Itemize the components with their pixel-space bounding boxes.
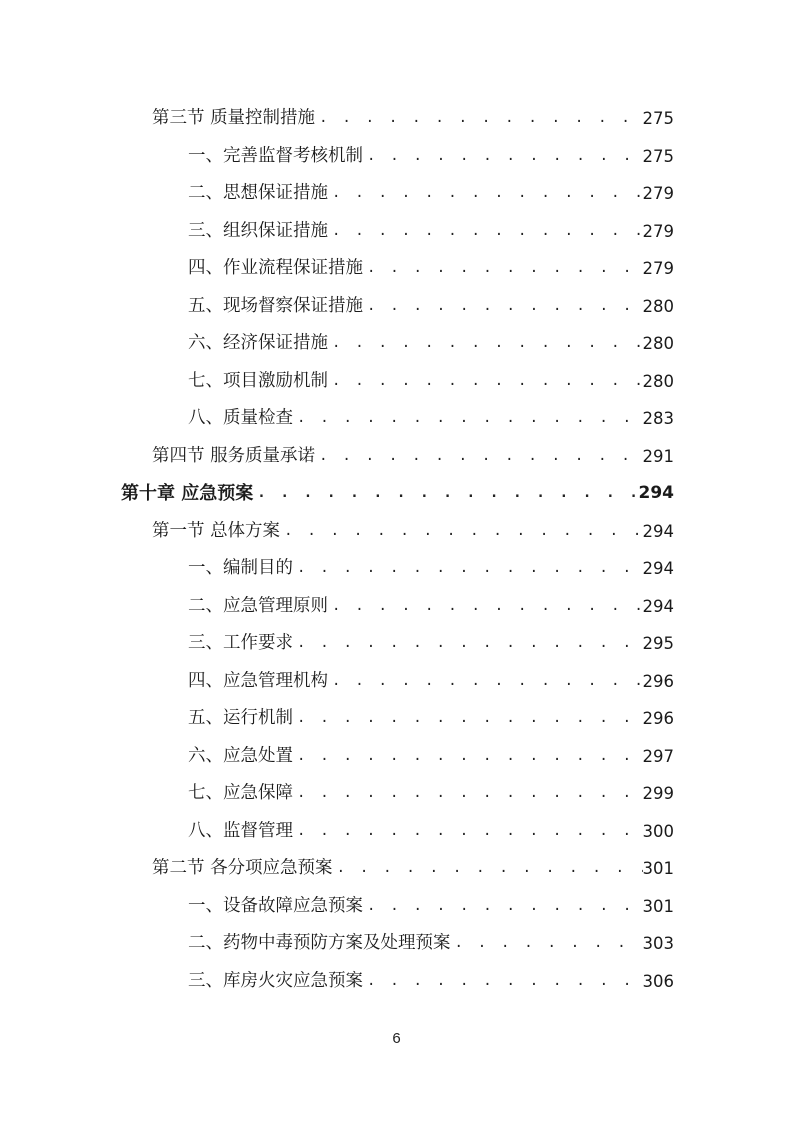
toc-entry[interactable]: [188, 663, 674, 700]
toc-dot-leader: [315, 100, 642, 137]
toc-dot-leader: [293, 775, 643, 812]
toc-entry-label: 一、完善监督考核机制: [188, 145, 363, 166]
toc-entry[interactable]: [188, 963, 674, 1000]
toc-entry[interactable]: [152, 100, 674, 137]
toc-entry-page: 294: [642, 596, 674, 616]
toc-entry-label: 一、编制目的: [188, 558, 293, 578]
toc-entry-label: 六、经济保证措施: [188, 333, 328, 353]
toc-entry-label: 二、应急管理原则: [188, 595, 328, 616]
toc-entry-label: 第三节 质量控制措施: [152, 108, 316, 128]
toc-dot-leader: [253, 475, 638, 512]
toc-entry-page: 279: [642, 259, 674, 278]
toc-entry-page: 280: [642, 296, 674, 316]
toc-entry-label: 三、工作要求: [188, 633, 293, 653]
toc-entry[interactable]: [152, 850, 674, 887]
toc-entry-label: 六、应急处置: [188, 745, 293, 766]
toc-entry-label: 七、应急保障: [188, 783, 293, 803]
toc-entry-label: 二、药物中毒预防方案及处理预案: [188, 933, 451, 953]
toc-entry-page: 294: [642, 559, 674, 578]
toc-dot-leader: [328, 175, 643, 212]
toc-entry-label: 第十章 应急预案: [121, 483, 254, 504]
toc-dot-leader: [363, 288, 643, 325]
toc-entry-label: 五、现场督察保证措施: [188, 295, 363, 316]
toc-entry[interactable]: [188, 625, 674, 662]
toc-entry-page: 301: [642, 859, 674, 878]
toc-entry[interactable]: [188, 213, 674, 250]
toc-entry-label: 三、库房火灾应急预案: [188, 970, 363, 991]
toc-entry-page: 295: [642, 634, 674, 653]
toc-dot-leader: [451, 925, 643, 962]
toc-entry[interactable]: [188, 925, 674, 962]
toc-entry[interactable]: [188, 550, 674, 587]
toc-entry-page: 294: [642, 521, 674, 541]
toc-dot-leader: [363, 963, 643, 1000]
toc-entry[interactable]: [121, 475, 674, 512]
toc-entry-page: 279: [642, 184, 674, 203]
toc-entry[interactable]: [188, 400, 674, 437]
toc-entry[interactable]: [188, 813, 674, 850]
toc-entry[interactable]: [188, 250, 674, 287]
toc-entry[interactable]: [188, 175, 674, 212]
toc-entry-page: 280: [642, 371, 674, 391]
toc-entry[interactable]: [188, 325, 674, 362]
toc-entry-label: 四、作业流程保证措施: [188, 258, 363, 278]
toc-entry-page: 303: [642, 934, 674, 953]
toc-dot-leader: [315, 438, 642, 475]
toc-entry-page: 275: [642, 109, 674, 128]
toc-entry[interactable]: [188, 775, 674, 812]
toc-dot-leader: [363, 888, 643, 925]
toc-dot-leader: [333, 850, 643, 887]
toc-dot-leader: [280, 513, 642, 550]
toc-entry-label: 七、项目激励机制: [188, 370, 328, 391]
toc-dot-leader: [328, 663, 643, 700]
toc-entry-page: 306: [642, 971, 674, 991]
toc-entry-page: 301: [642, 896, 674, 916]
toc-entry[interactable]: [188, 700, 674, 737]
toc-entry[interactable]: [188, 588, 674, 625]
toc-entry-label: 三、组织保证措施: [188, 220, 328, 241]
toc-dot-leader: [293, 550, 643, 587]
toc-entry[interactable]: [188, 363, 674, 400]
toc-entry-page: 283: [642, 409, 674, 428]
toc-dot-leader: [293, 625, 643, 662]
toc-entry-label: 第四节 服务质量承诺: [152, 445, 316, 466]
toc-entry-label: 四、应急管理机构: [188, 670, 328, 691]
page-number: 6: [392, 1030, 401, 1047]
toc-entry-label: 一、设备故障应急预案: [188, 895, 363, 916]
toc-entry-label: 二、思想保证措施: [188, 183, 328, 203]
toc-entry[interactable]: [188, 738, 674, 775]
toc-dot-leader: [293, 738, 643, 775]
toc-dot-leader: [363, 250, 643, 287]
toc-entry-page: 296: [642, 709, 674, 728]
toc-entry-label: 第一节 总体方案: [152, 520, 281, 541]
toc-entry-page: 297: [642, 746, 674, 766]
toc-dot-leader: [293, 400, 643, 437]
toc-dot-leader: [363, 138, 643, 175]
toc-entry-page: 294: [638, 483, 674, 503]
toc-entry-page: 300: [642, 821, 674, 841]
toc-entry-page: 275: [642, 146, 674, 166]
toc-entry-label: 八、监督管理: [188, 820, 293, 841]
toc-dot-leader: [293, 700, 643, 737]
toc-dot-leader: [328, 325, 643, 362]
toc-entry-label: 第二节 各分项应急预案: [152, 858, 333, 878]
toc-dot-leader: [328, 588, 643, 625]
toc-entry-page: 291: [642, 446, 674, 466]
toc-entry-page: 296: [642, 671, 674, 691]
toc-dot-leader: [328, 213, 643, 250]
toc-entry[interactable]: [188, 288, 674, 325]
toc-entry-page: 279: [642, 221, 674, 241]
toc-dot-leader: [293, 813, 643, 850]
toc-entry[interactable]: [152, 513, 674, 550]
toc-dot-leader: [328, 363, 643, 400]
toc-entry[interactable]: [152, 438, 674, 475]
toc-entry[interactable]: [188, 138, 674, 175]
toc-entry-label: 八、质量检查: [188, 408, 293, 428]
toc-entry-page: 280: [642, 334, 674, 353]
toc-entry[interactable]: [188, 888, 674, 925]
toc-entry-label: 五、运行机制: [188, 708, 293, 728]
toc-entry-page: 299: [642, 784, 674, 803]
